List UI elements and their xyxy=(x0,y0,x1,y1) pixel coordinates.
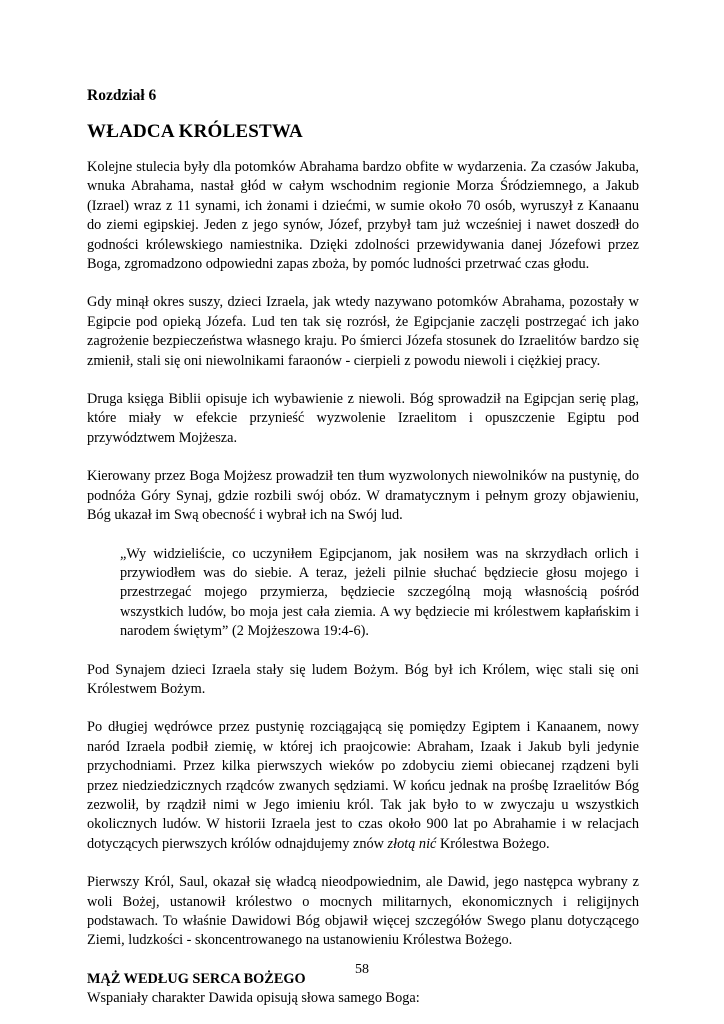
paragraph-text: Po długiej wędrówce przez pustynię rozciągającą się pomiędzy Egiptem i Kanaanem, nowy naród Izraela podbił ziemię, w której ich praojcowie: Abraham, Izaak i Jakub byli jedynie przychodniami. Przez kilka pierwszych wieków po zdobyciu ziemi obiecanej rządzeni byli przez niedziedzicznych rządców zwanych sędziami. W końcu jednak na prośbę Izraelitów Bóg zezwolił, by rządził nimi w Jego imieniu król. Tak jak było to w zwyczaju u wszystkich okolicznych ludów. W historii Izraela jest to czas około 900 lat po Abrahamie i w relacjach dotyczących pierwszych królów odnajdujemy znów xyxy=(87,719,639,852)
scripture-quote: „Wy widzieliście, co uczyniłem Egipcjanom, jak nosiłem was na skrzydłach orlich i przywiodłem was do siebie. A teraz, jeżeli pilnie słuchać będziecie głosu mojego i przestrzegać mojego przymierza, będziecie szczególną moją własnością pośród wszystkich ludów, bo moja jest cała ziemia. A wy będziecie mi królestwem kapłańskim i narodem świętym” (2 Mojżeszowa 19:4-6). xyxy=(120,545,639,640)
chapter-label: Rozdział 6 xyxy=(87,87,157,104)
italic-phrase: złotą nić xyxy=(387,835,437,852)
page-content xyxy=(87,86,639,1009)
paragraph: Druga księga Biblii opisuje ich wybawienie z niewoli. Bóg sprowadził na Egipcjan serię plag, które miały w efekcie przynieść wyzwolenie Izraelitom i opuszczenie Egiptu pod przywództwem Mojżesza. xyxy=(87,391,639,446)
paragraph-text-end: Królestwa Bożego. xyxy=(436,835,550,852)
paragraph: Gdy minął okres suszy, dzieci Izraela, jak wtedy nazywano potomków Abrahama, pozostały w Egipcie pod opieką Józefa. Lud ten tak się rozrósł, że Egipcjanie zaczęli postrzegać ich jako zagrożenie bezpieczeństwa własnego kraju. Po śmierci Józefa stosunek do Izraelitów bardzo się zmienił, stali się oni niewolnikami faraonów - cierpieli z powodu niewoli i ciężkiej pracy. xyxy=(87,294,639,369)
paragraph: Kierowany przez Boga Mojżesz prowadził ten tłum wyzwolonych niewolników na pustynię, do podnóża Góry Synaj, gdzie rozbili swój obóz. W dramatycznym i pełnym grozy objawieniu, Bóg ukazał im Swą obecność i wybrał ich na Swój lud. xyxy=(87,468,639,524)
section-heading: MĄŻ WEDŁUG SERCA BOŻEGO xyxy=(87,970,306,987)
paragraph-david: Pierwszy Król, Saul, okazał się władcą nieodpowiednim, ale Dawid, jego następca wybrany z woli Bożej, ustanowił królestwo o mocnych militarnych, ekonomicznych i religijnych podstawach. To właśnie Dawidowi Bóg objawił więcej szczegółów Swego planu dotyczącego Ziemi, ludzkości - skoncentrowanego na ustanowieniu Królestwa Bożego. xyxy=(87,874,639,949)
chapter-title: WŁADCA KRÓLESTWA xyxy=(87,121,303,142)
paragraph-golden-thread xyxy=(87,718,639,854)
paragraph: Kolejne stulecia były dla potomków Abrahama bardzo obfite w wydarzenia. Za czasów Jakuba, wnuka Abrahama, nastał głód w całym wschodnim regionie Morza Śródziemnego, a Jakub (Izrael) wraz z 11 synami, ich żonami i dziećmi, w sumie około 70 osób, wyruszył z Kanaanu do ziemi egipskiej. Jeden z jego synów, Józef, przybył tam już wcześniej i nawet doszedł do godności królewskiego namiestnika. Dzięki zdolności przewidywania danej Józefowi przez Boga, zgromadzono odpowiedni zapas zboża, by pomóc ludności przetrwać czas głodu. xyxy=(87,159,639,273)
paragraph: Pod Synajem dzieci Izraela stały się ludem Bożym. Bóg był ich Królem, więc stali się oni Królestwem Bożym. xyxy=(87,661,639,697)
page-number: 58 xyxy=(355,962,369,977)
paragraph-intro: Wspaniały charakter Dawida opisują słowa samego Boga: xyxy=(87,990,420,1007)
